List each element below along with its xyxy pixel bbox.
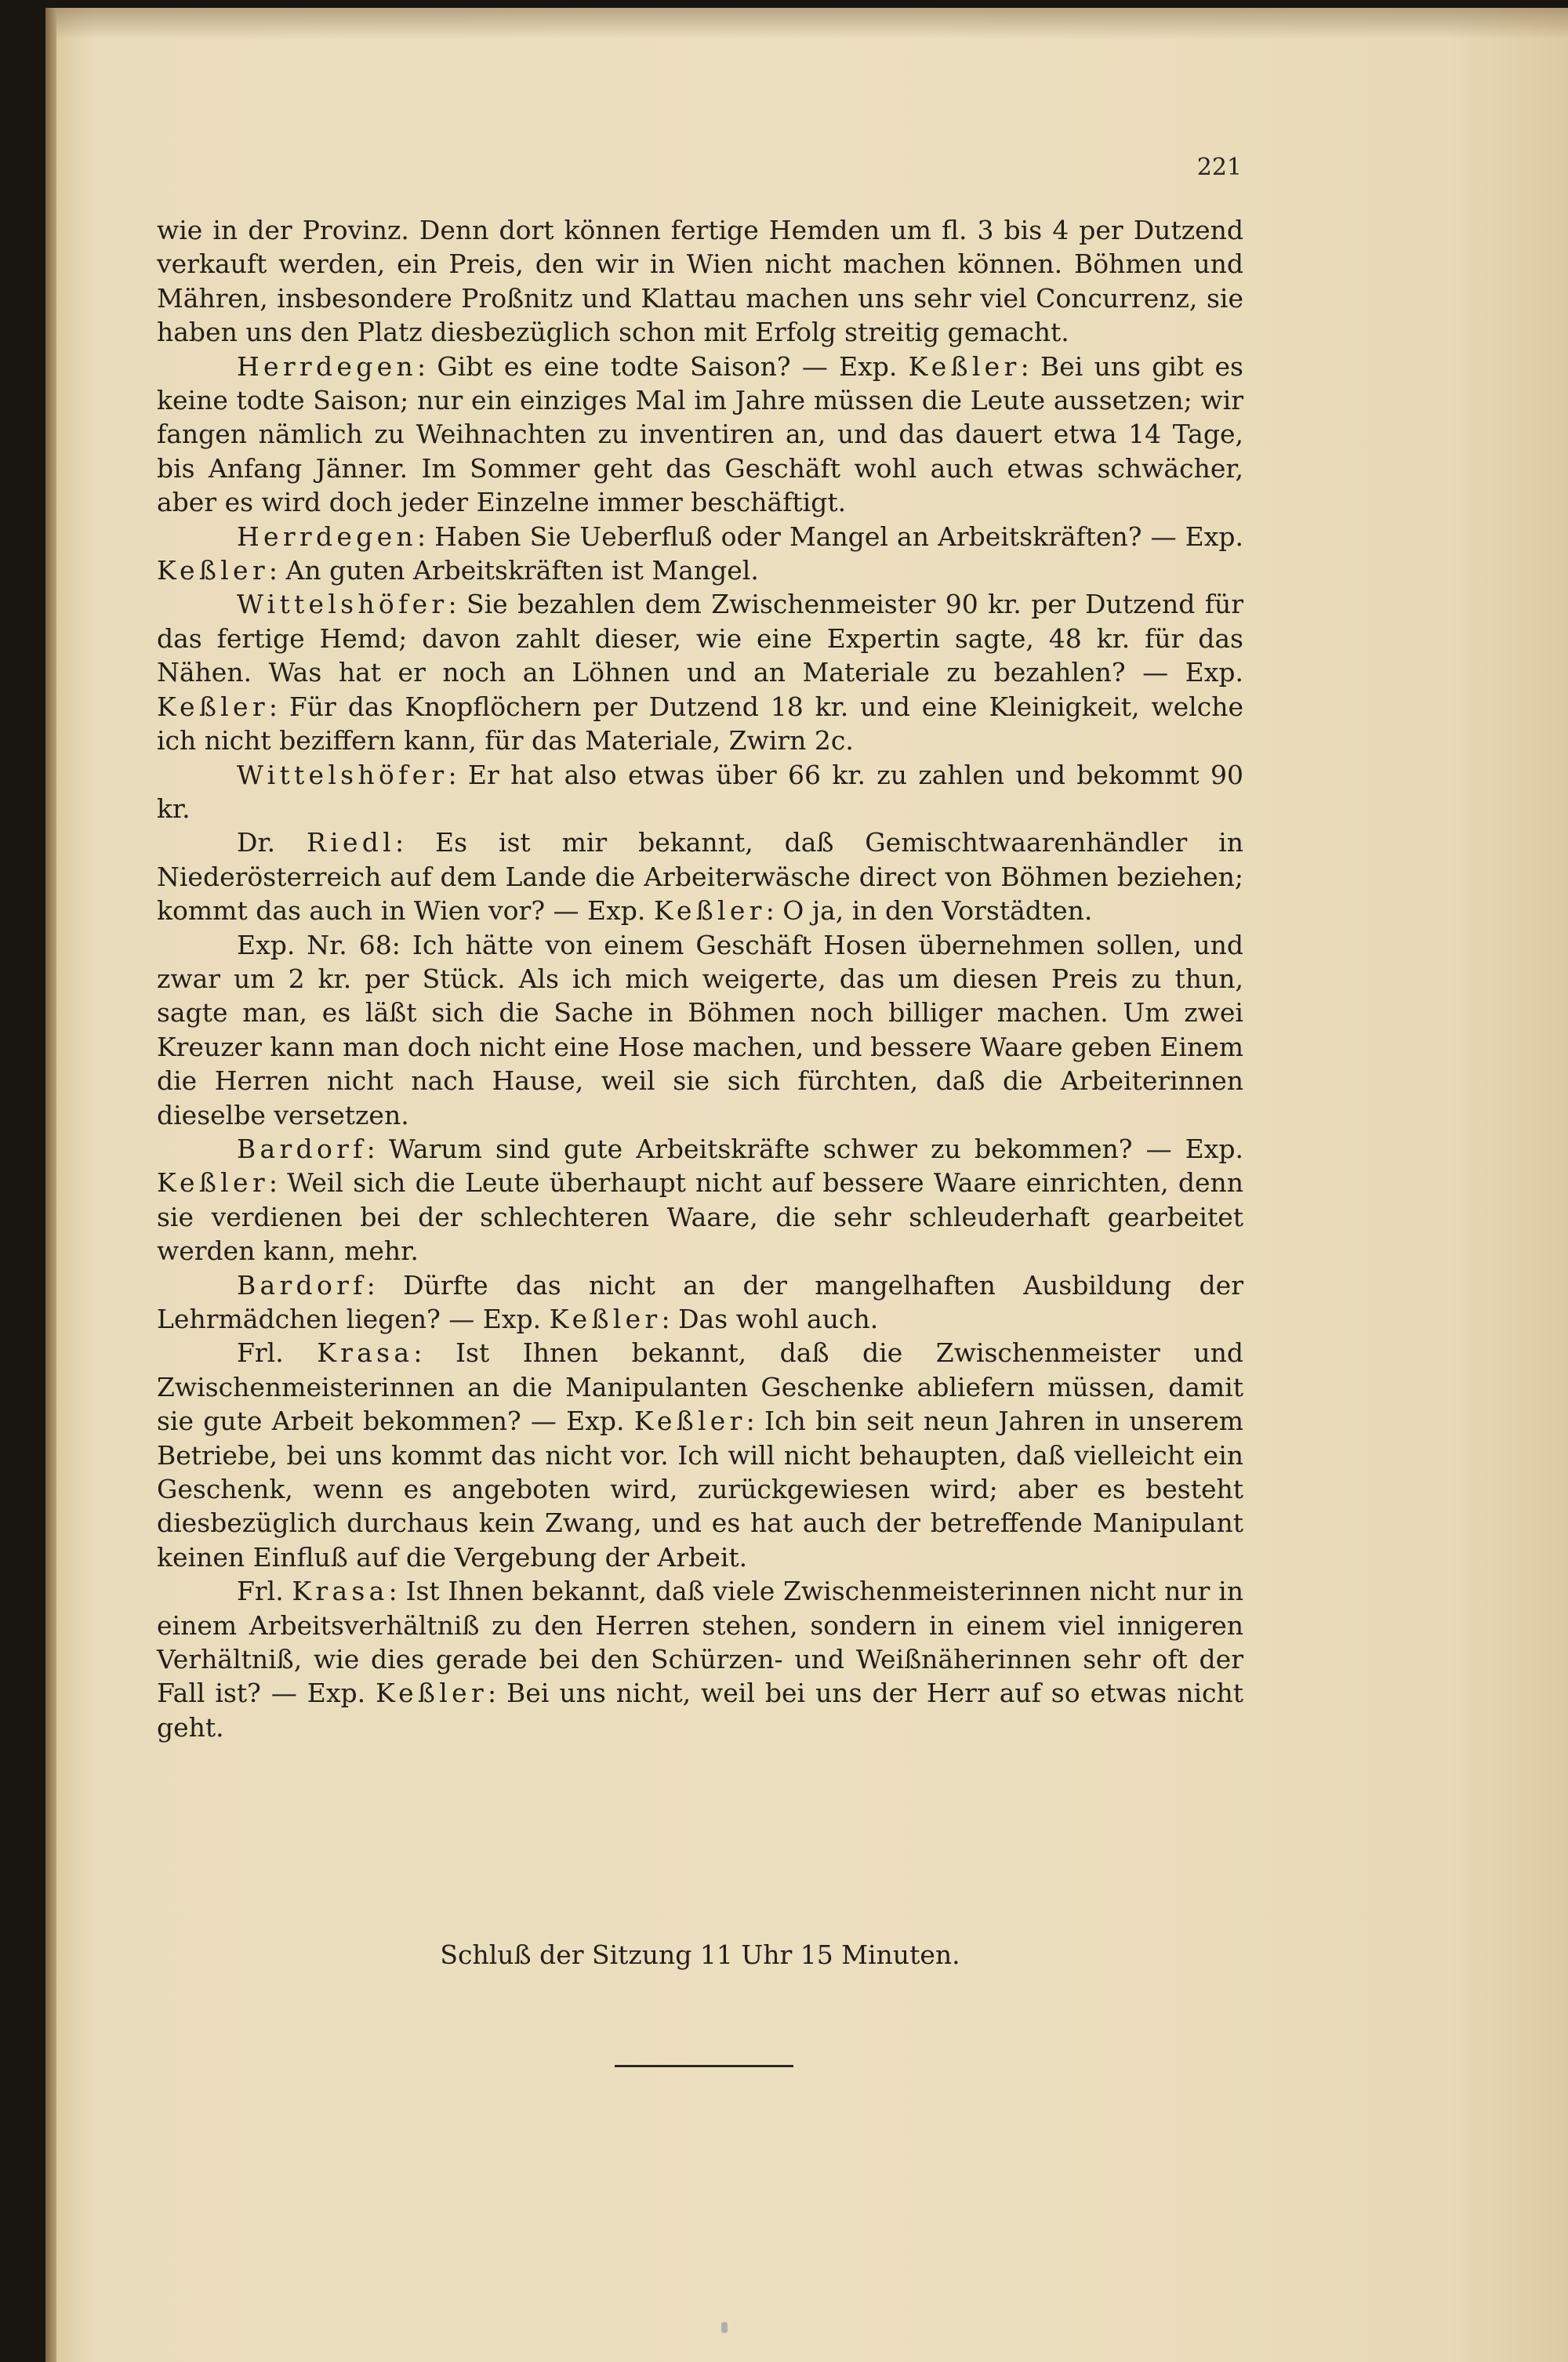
closing-line: Schluß der Sitzung 11 Uhr 15 Minuten.	[440, 1939, 960, 1970]
paragraph	[157, 825, 1243, 927]
paragraph-text: Frl.	[237, 1576, 292, 1607]
speaker-name: Keßler	[157, 555, 269, 586]
paragraph-text: : Dürfte das nicht an der mangelhaften Ausbildung der Lehrmädchen liegen? — Exp.	[157, 1269, 1243, 1334]
paragraph	[157, 520, 1243, 588]
paragraph-text: : Weil sich die Leute überhaupt nicht auf bessere Waare einrichten, denn sie verdienen bei der schlechteren Waare, die sehr schleuderhaft gearbeitet werden kann, mehr.	[157, 1167, 1243, 1267]
paragraph-text: : Warum sind gute Arbeitskräfte schwer zu bekommen? — Exp.	[366, 1133, 1243, 1164]
page-number: 221	[1196, 154, 1242, 181]
paragraph-text: : Für das Knopflöchern per Dutzend 18 kr. und eine Kleinigkeit, welche ich nicht beziffern kann, für das Materiale, Zwirn 2c.	[157, 691, 1243, 756]
paragraph	[157, 213, 1243, 350]
speaker-name: Herrdegen	[237, 350, 417, 382]
paragraph-text: : Es ist mir bekannt, daß Gemischtwaarenhändler in Niederösterreich auf dem Lande die Arbeiterwäsche direct von Böhmen beziehen; kommt das auch in Wien vor? — Exp.	[157, 827, 1243, 927]
speaker-name: Keßler	[549, 1304, 662, 1334]
speaker-name: Bardorf	[237, 1133, 367, 1164]
page-top-shadow	[45, 8, 1568, 39]
paragraph-text: wie in der Provinz. Denn dort können fertige Hemden um fl. 3 bis 4 per Dutzend verkauft werden, ein Preis, den wir in Wien nicht machen können. Böhmen und Mähren, insbesondere Proßnitz und Klattau machen uns sehr viel Concurrenz, sie haben uns den Platz diesbezüglich schon mit Erfolg streitig gemacht.	[157, 215, 1243, 348]
paragraph-text: Exp. Nr. 68: Ich hätte von einem Geschäft Hosen übernehmen sollen, und zwar um 2 kr. per Stück. Als ich mich weigerte, das um diesen Preis zu thun, sagte man, es läßt sich die Sache in Böhmen noch billiger machen. Um zwei Kreuzer kann man doch nicht eine Hose machen, und bessere Waare geben Einem die Herren nicht nach Hause, weil sie sich fürchten, daß die Arbeiterinnen dieselbe versetzen.	[157, 929, 1243, 1130]
speaker-name: Krasa	[292, 1576, 389, 1607]
speaker-name: Wittelshöfer	[237, 589, 448, 620]
speaker-name: Keßler	[376, 1678, 488, 1709]
speaker-name: Herrdegen	[237, 521, 417, 552]
paragraph-text: : Ist Ihnen bekannt, daß die Zwischenmeister und Zwischenmeisterinnen an die Manipulanten Geschenke abliefern müssen, damit sie gute Arbeit bekommen? — Exp.	[157, 1337, 1243, 1437]
paragraph-text: : Ich bin seit neun Jahren in unserem Betriebe, bei uns kommt das nicht vor. Ich will nicht behaupten, daß vielleicht ein Geschenk, wenn es angeboten wird, zurückgewiesen wird; aber es besteht diesbezüglich durchaus kein Zwang, und es hat auch der betreffende Manipulant keinen Einfluß auf die Vergebung der Arbeit.	[157, 1406, 1243, 1573]
end-rule	[615, 2065, 793, 2067]
speaker-name: Keßler	[908, 350, 1021, 382]
speaker-name: Keßler	[157, 691, 269, 722]
paragraph	[157, 350, 1243, 520]
body-text	[157, 213, 1243, 1744]
paragraph-text: : Haben Sie Ueberfluß oder Mangel an Arbeitskräften? — Exp.	[416, 521, 1243, 552]
paragraph	[157, 1268, 1243, 1337]
paragraph	[157, 1132, 1243, 1268]
paragraph-text: : An guten Arbeitskräften ist Mangel.	[268, 555, 759, 586]
speaker-name: Keßler	[653, 895, 766, 927]
speaker-name: Riedl	[307, 827, 396, 858]
paragraph-text: : O ja, in den Vorstädten.	[765, 895, 1093, 927]
scan-mark	[721, 2322, 728, 2333]
paragraph	[157, 928, 1243, 1132]
paragraph	[157, 1336, 1243, 1574]
paragraph	[157, 758, 1243, 826]
speaker-name: Krasa	[317, 1337, 414, 1369]
paragraph-text: : Sie bezahlen dem Zwischenmeister 90 kr. per Dutzend für das fertige Hemd; davon zahlt dieser, wie eine Expertin sagte, 48 kr. für das Nähen. Was hat er noch an Löhnen und an Materiale zu bezahlen? — Exp.	[157, 589, 1243, 688]
speaker-name: Wittelshöfer	[237, 759, 448, 790]
paragraph-text: : Gibt es eine todte Saison? — Exp.	[416, 350, 909, 382]
paragraph-text: : Das wohl auch.	[661, 1304, 879, 1334]
speaker-name: Keßler	[157, 1167, 269, 1199]
paragraph-text: : Er hat also etwas über 66 kr. zu zahlen und bekommt 90 kr.	[157, 759, 1243, 824]
paragraph-text: : Bei uns gibt es keine todte Saison; nur ein einziges Mal im Jahre müssen die Leute aussetzen; wir fangen nämlich zu Weihnachten zu inventiren an, und das dauert etwa 14 Tage, bis Anfang Jänner. Im Sommer geht das Geschäft wohl auch etwas schwächer, aber es wird doch jeder Einzelne immer beschäftigt.	[157, 350, 1243, 518]
paragraph-text: Frl.	[237, 1337, 318, 1369]
speaker-name: Keßler	[633, 1406, 746, 1437]
paragraph-text: Dr.	[237, 827, 307, 858]
speaker-name: Bardorf	[237, 1269, 367, 1301]
page-binding-edge	[45, 8, 56, 2362]
paragraph-text: : Bei uns nicht, weil bei uns der Herr auf so etwas nicht geht.	[157, 1678, 1244, 1743]
paragraph	[157, 1574, 1243, 1744]
paragraph-text: : Ist Ihnen bekannt, daß viele Zwischenmeisterinnen nicht nur in einem Arbeitsverhältniß zu den Herren stehen, sondern in einem viel innigeren Verhältniß, wie dies gerade bei den Schürzen- und Weißnäherinnen sehr oft der Fall ist? — Exp.	[157, 1576, 1243, 1709]
paragraph	[157, 587, 1243, 757]
